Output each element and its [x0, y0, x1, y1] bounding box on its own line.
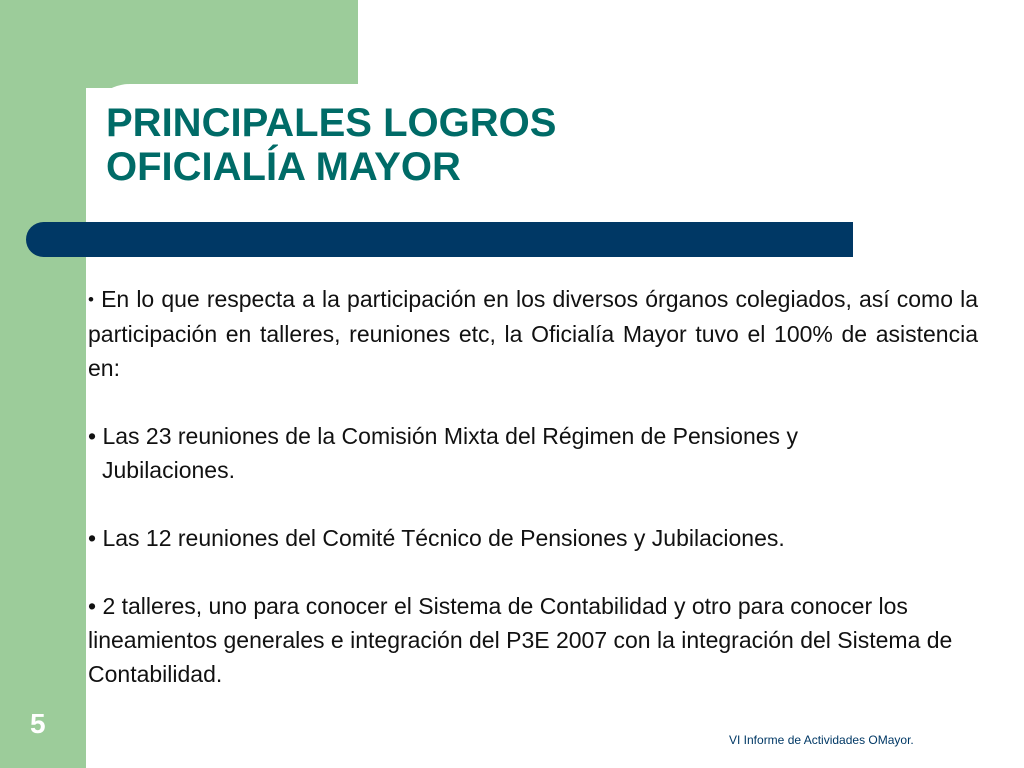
green-top-block [0, 0, 358, 88]
intro-paragraph [88, 282, 978, 385]
title-line-1: PRINCIPALES LOGROS [106, 101, 557, 145]
slide-body [88, 282, 978, 691]
bullet-item-1-line-1: • Las 23 reuniones de la Comisión Mixta del Régimen de Pensiones y [88, 423, 798, 449]
bullet-item-1 [88, 419, 978, 487]
bullet-icon: • [88, 290, 94, 309]
bullet-item-3: • 2 talleres, uno para conocer el Sistema de Contabilidad y otro para conocer los lineamientos generales e integración del P3E 2007 con la integración del Sistema de Contabilidad. [88, 593, 953, 687]
green-side-band [0, 0, 86, 768]
intro-text: En lo que respecta a la participación en los diversos órganos colegiados, así como la participación en talleres, reuniones etc, la Oficialía Mayor tuvo el 100% de asistencia en: [88, 286, 979, 381]
title-divider-bar [26, 222, 853, 257]
title-line-2: OFICIALÍA MAYOR [106, 145, 461, 189]
page-number: 5 [30, 708, 46, 739]
bullet-item-2: • Las 12 reuniones del Comité Técnico de Pensiones y Jubilaciones. [88, 525, 785, 551]
bullet-item-1-line-2: Jubilaciones. [102, 457, 235, 483]
footer-text: VI Informe de Actividades OMayor. [729, 733, 914, 747]
slide-title [106, 101, 556, 189]
